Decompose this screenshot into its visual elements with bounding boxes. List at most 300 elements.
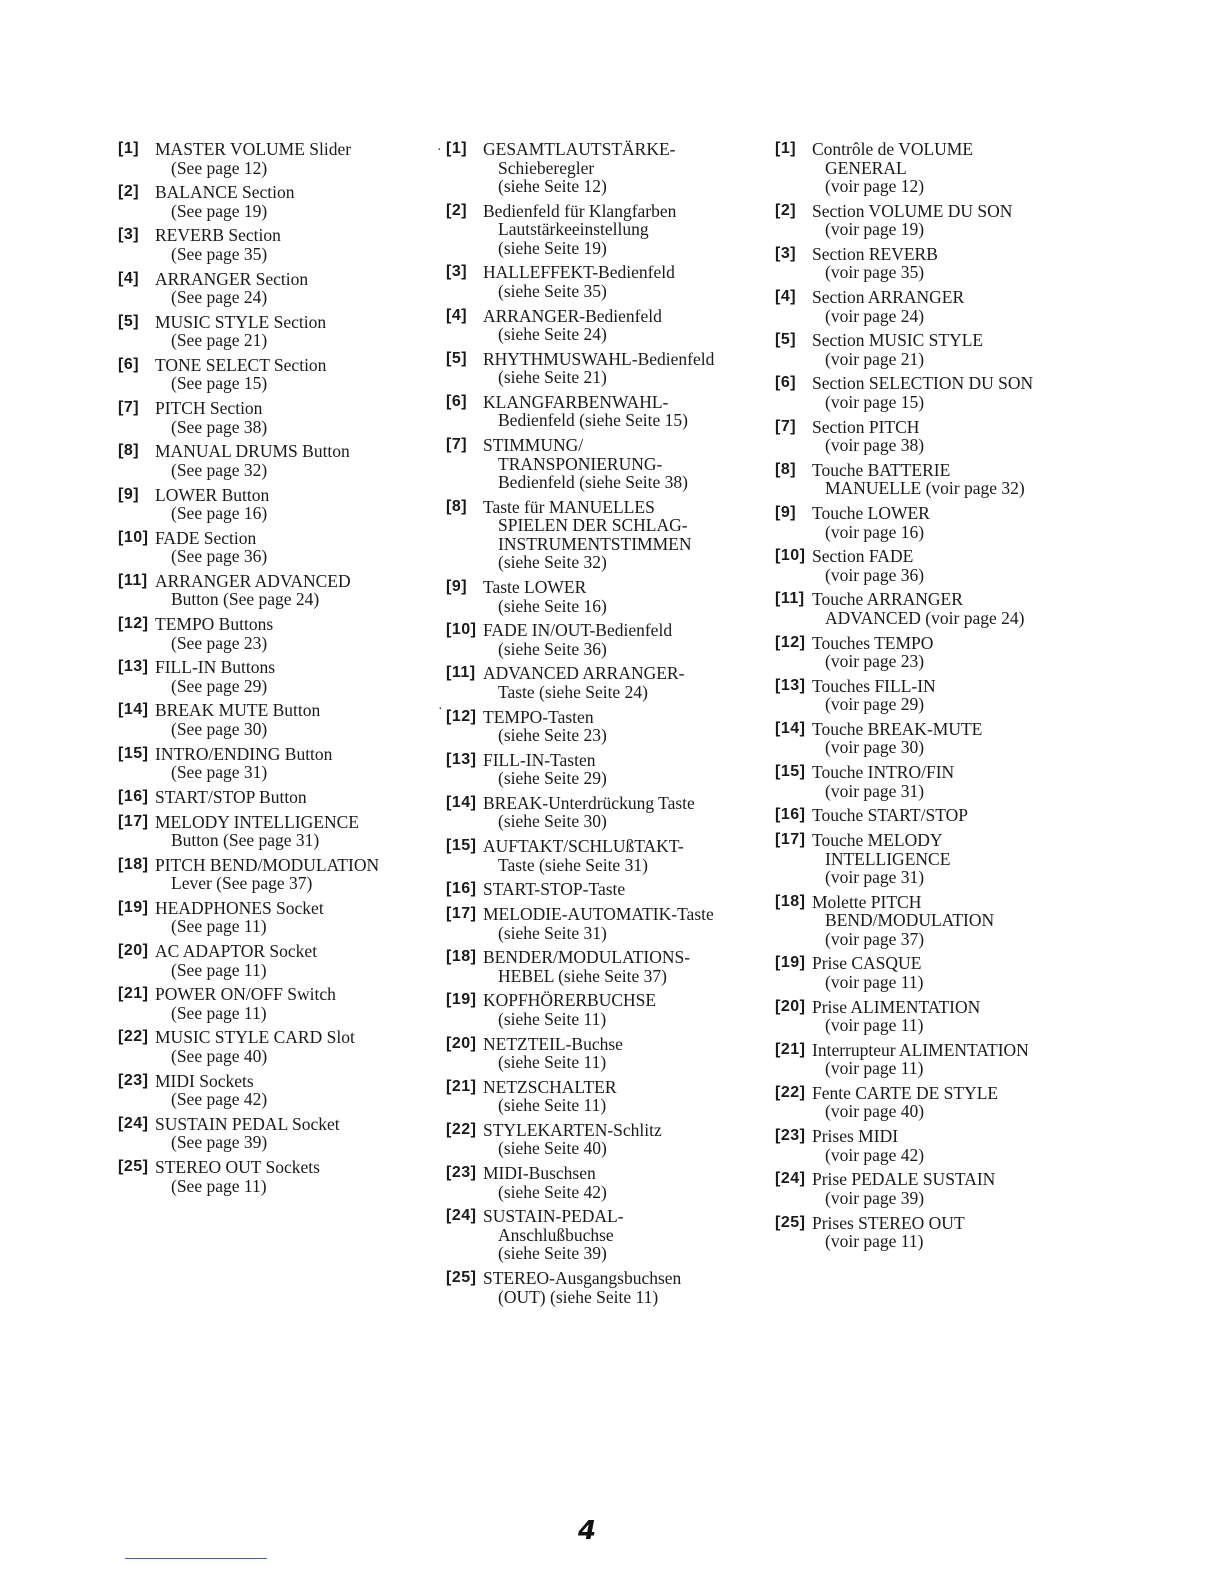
list-item (775, 547, 1075, 584)
item-detail: (See page 21) (171, 330, 268, 351)
item-detail: (siehe Seite 19) (498, 237, 607, 258)
item-label: INTRO/ENDING Button (155, 743, 333, 764)
list-item (118, 1158, 418, 1195)
item-detail: (voir page 30) (825, 737, 925, 758)
item-label: BALANCE Section (155, 182, 295, 203)
item-detail: (See page 36) (171, 546, 268, 567)
item-number: [15] (118, 744, 149, 762)
item-number: [2] (446, 201, 468, 219)
list-item (775, 288, 1075, 325)
item-detail: ADVANCED (voir page 24) (825, 607, 1025, 628)
list-item (446, 498, 746, 572)
list-item (775, 331, 1075, 368)
list-item (446, 1035, 746, 1072)
list-item (446, 991, 746, 1028)
item-number: [16] (446, 880, 477, 898)
item-number: [13] (446, 750, 477, 768)
item-number: [20] (118, 942, 149, 960)
english-column (118, 140, 418, 1201)
item-label: FILL-IN-Tasten (483, 749, 596, 770)
item-label: Taste LOWER (483, 577, 587, 597)
list-item (118, 313, 418, 350)
item-label: SUSTAIN-PEDAL- (483, 1206, 624, 1227)
item-detail: HEBEL (siehe Seite 37) (498, 965, 667, 986)
item-label: ARRANGER-Bedienfeld (483, 305, 662, 326)
item-detail: (siehe Seite 24) (498, 324, 607, 345)
french-column (775, 140, 1075, 1257)
item-label: Touche LOWER (812, 503, 930, 523)
list-item (118, 486, 418, 523)
item-label: Molette PITCH (812, 891, 922, 912)
item-number: [1] (775, 140, 797, 157)
item-detail: (See page 11) (171, 916, 267, 937)
item-number: [21] (118, 985, 149, 1003)
item-number: [10] (118, 528, 149, 546)
list-item (446, 880, 746, 899)
item-label: MANUAL DRUMS Button (155, 441, 350, 462)
item-label: HALLEFFEKT-Bedienfeld (483, 262, 675, 283)
margin-mark: · (438, 702, 443, 717)
item-detail: (siehe Seite 42) (498, 1181, 607, 1202)
item-detail: GENERAL (825, 157, 907, 178)
item-detail: Button (See page 31) (171, 830, 320, 850)
item-detail: (voir page 42) (825, 1144, 925, 1165)
item-label: Touches TEMPO (812, 632, 934, 653)
item-label: NETZTEIL-Buchse (483, 1033, 623, 1054)
item-detail: Schieberegler (498, 157, 595, 178)
item-detail: (voir page 40) (825, 1101, 925, 1122)
list-item (775, 634, 1075, 671)
item-number: [15] (775, 763, 806, 781)
item-detail: (voir page 31) (825, 780, 925, 801)
item-number: [19] (446, 991, 477, 1009)
item-label: FILL-IN Buttons (155, 657, 276, 678)
item-number: [20] (446, 1034, 477, 1052)
item-detail: Bedienfeld (siehe Seite 15) (498, 410, 689, 431)
item-detail: (See page 38) (171, 416, 268, 437)
item-detail: (voir page 15) (825, 391, 925, 412)
item-label: NETZSCHALTER (483, 1076, 617, 1097)
item-detail: (voir page 24) (825, 305, 925, 326)
item-number: [16] (118, 787, 149, 805)
item-detail: (See page 12) (171, 157, 268, 178)
item-number: [14] (775, 719, 806, 737)
item-number: [13] (775, 676, 806, 694)
item-label: START-STOP-Taste (483, 879, 626, 900)
item-label: STYLEKARTEN-Schlitz (483, 1119, 662, 1140)
item-label: Touches FILL-IN (812, 675, 936, 696)
list-item (118, 1028, 418, 1065)
item-detail: (voir page 19) (825, 219, 925, 240)
list-item (775, 831, 1075, 887)
item-number: [3] (446, 263, 468, 281)
item-label: MUSIC STYLE CARD Slot (155, 1027, 355, 1048)
item-label: HEADPHONES Socket (155, 897, 324, 918)
list-item (118, 183, 418, 220)
item-label: TONE SELECT Section (155, 354, 327, 375)
item-label: STEREO OUT Sockets (155, 1157, 320, 1177)
item-detail: Button (See page 24) (171, 589, 320, 610)
item-number: [14] (446, 793, 477, 811)
list-item (118, 1115, 418, 1152)
list-item (118, 356, 418, 393)
list-item (118, 942, 418, 979)
item-detail: Taste (siehe Seite 24) (498, 681, 648, 702)
item-detail: (siehe Seite 32) (498, 552, 607, 573)
item-label: BENDER/MODULATIONS- (483, 947, 691, 968)
list-item (446, 708, 746, 745)
item-number: [17] (775, 831, 806, 848)
item-detail: (See page 11) (171, 1175, 267, 1196)
item-label: GESAMTLAUTSTÄRKE- (483, 139, 676, 159)
item-label: MUSIC STYLE Section (155, 311, 327, 332)
list-item (118, 788, 418, 807)
item-label: LOWER Button (155, 484, 270, 505)
list-item (446, 621, 746, 658)
item-detail: (siehe Seite 11) (498, 1052, 607, 1073)
item-number: [10] (446, 621, 477, 639)
item-number: [8] (446, 497, 468, 515)
item-detail: Anschlußbuchse (498, 1224, 614, 1245)
item-detail: (siehe Seite 35) (498, 280, 607, 301)
item-detail: (See page 11) (171, 1002, 267, 1023)
item-label: Section FADE (812, 546, 914, 567)
item-number: [11] (446, 664, 476, 682)
item-detail: (OUT) (siehe Seite 11) (498, 1286, 659, 1307)
list-item (118, 745, 418, 782)
list-item (775, 1127, 1075, 1164)
item-label: TEMPO Buttons (155, 614, 274, 635)
item-number: [21] (775, 1040, 806, 1058)
list-item (446, 578, 746, 615)
item-detail: TRANSPONIERUNG- (498, 453, 663, 474)
item-number: [1] (118, 140, 140, 157)
german-column (446, 140, 746, 1312)
item-label: FADE Section (155, 527, 257, 548)
list-item (446, 307, 746, 344)
item-detail: (voir page 23) (825, 651, 925, 672)
item-detail: (siehe Seite 39) (498, 1243, 607, 1264)
item-detail: (siehe Seite 21) (498, 367, 607, 388)
item-detail: (siehe Seite 31) (498, 922, 607, 943)
item-number: [23] (118, 1071, 149, 1089)
list-item (446, 263, 746, 300)
item-number: [18] (446, 948, 477, 966)
list-item (446, 794, 746, 831)
item-number: [19] (775, 954, 806, 972)
item-label: AC ADAPTOR Socket (155, 941, 318, 962)
item-number: [23] (775, 1127, 806, 1145)
item-detail: (See page 40) (171, 1045, 268, 1066)
item-label: AUFTAKT/SCHLUßTAKT- (483, 836, 684, 857)
item-detail: (voir page 11) (825, 1015, 924, 1036)
footer-rule (125, 1558, 267, 1559)
item-label: Touche BATTERIE (812, 459, 951, 480)
list-item (118, 615, 418, 652)
item-detail: (See page 24) (171, 287, 268, 308)
item-number: [2] (118, 183, 140, 201)
item-number: [23] (446, 1164, 477, 1182)
item-number: [7] (118, 399, 140, 417)
item-detail: BEND/MODULATION (825, 910, 995, 931)
list-item (775, 140, 1075, 196)
list-item (775, 998, 1075, 1035)
item-number: [12] (118, 615, 149, 633)
item-label: STIMMUNG/ (483, 435, 584, 456)
item-detail: SPIELEN DER SCHLAG- (498, 515, 688, 536)
item-number: [7] (446, 436, 468, 454)
list-item (446, 436, 746, 492)
item-detail: (siehe Seite 23) (498, 725, 607, 746)
list-item (446, 905, 746, 942)
list-item (775, 202, 1075, 239)
item-number: [16] (775, 806, 806, 824)
item-detail: (voir page 11) (825, 1231, 924, 1251)
list-item (118, 1072, 418, 1109)
item-number: [25] (118, 1158, 149, 1175)
list-item (775, 461, 1075, 498)
list-item (118, 658, 418, 695)
list-item (446, 1121, 746, 1158)
item-detail: INTELLIGENCE (825, 848, 951, 869)
item-label: Taste für MANUELLES (483, 496, 655, 517)
item-detail: (voir page 12) (825, 176, 925, 196)
item-detail: INSTRUMENTSTIMMEN (498, 533, 692, 554)
item-number: [9] (775, 504, 797, 521)
item-detail: (See page 42) (171, 1089, 268, 1110)
list-item (775, 1214, 1075, 1251)
item-detail: (See page 39) (171, 1132, 268, 1153)
list-item (775, 763, 1075, 800)
item-number: [24] (775, 1170, 806, 1188)
item-label: Touche BREAK-MUTE (812, 718, 983, 739)
item-detail: (voir page 38) (825, 435, 925, 456)
item-label: Prises MIDI (812, 1126, 899, 1147)
list-item (775, 245, 1075, 282)
item-number: [19] (118, 898, 149, 916)
item-detail: (See page 29) (171, 675, 268, 696)
item-label: MASTER VOLUME Slider (155, 139, 352, 159)
item-label: BREAK-Unterdrückung Taste (483, 792, 695, 813)
item-number: [4] (446, 306, 468, 324)
item-label: Prises STEREO OUT (812, 1212, 965, 1233)
item-number: [11] (118, 571, 148, 589)
item-label: Interrupteur ALIMENTATION (812, 1039, 1029, 1060)
list-item (118, 399, 418, 436)
list-item (118, 140, 418, 177)
item-number: [8] (775, 460, 797, 478)
list-item (775, 1084, 1075, 1121)
item-number: [2] (775, 201, 797, 219)
list-item (118, 270, 418, 307)
item-label: ADVANCED ARRANGER- (483, 663, 685, 684)
item-number: [18] (118, 855, 149, 873)
item-detail: (voir page 29) (825, 694, 925, 715)
item-label: Touche ARRANGER (812, 589, 963, 610)
item-label: SUSTAIN PEDAL Socket (155, 1113, 340, 1134)
list-item (446, 202, 746, 258)
item-label: Section MUSIC STYLE (812, 330, 984, 351)
list-item (775, 1041, 1075, 1078)
item-label: STEREO-Ausgangsbuchsen (483, 1268, 682, 1288)
item-number: [6] (775, 374, 797, 392)
list-item (775, 418, 1075, 455)
item-number: [12] (775, 633, 806, 651)
item-label: Touche START/STOP (812, 805, 968, 826)
item-number: [7] (775, 417, 797, 435)
list-item (118, 856, 418, 893)
item-label: ARRANGER Section (155, 268, 309, 289)
item-number: [5] (118, 312, 140, 330)
item-label: Section VOLUME DU SON (812, 200, 1013, 221)
list-item (118, 529, 418, 566)
item-number: [25] (775, 1213, 806, 1231)
item-detail: (See page 31) (171, 762, 268, 783)
item-detail: (See page 30) (171, 718, 268, 739)
item-detail: (siehe Seite 11) (498, 1095, 607, 1116)
item-detail: (See page 11) (171, 959, 267, 980)
item-label: POWER ON/OFF Switch (155, 984, 336, 1005)
list-item (446, 1269, 746, 1306)
item-number: [3] (118, 226, 140, 244)
item-label: MIDI Sockets (155, 1070, 254, 1091)
list-item (446, 393, 746, 430)
item-detail: Taste (siehe Seite 31) (498, 854, 648, 875)
item-label: PITCH Section (155, 398, 263, 419)
item-number: [9] (118, 485, 140, 503)
item-label: MELODY INTELLIGENCE (155, 811, 359, 832)
item-label: Section PITCH (812, 416, 920, 437)
item-number: [6] (446, 392, 468, 410)
item-detail: (voir page 21) (825, 348, 925, 369)
item-detail: (siehe Seite 11) (498, 1008, 607, 1029)
item-detail: (voir page 31) (825, 867, 925, 887)
item-number: [6] (118, 355, 140, 373)
item-number: [10] (775, 547, 806, 565)
item-number: [24] (118, 1114, 149, 1132)
margin-mark: · (437, 143, 442, 158)
item-label: Section SELECTION DU SON (812, 373, 1034, 394)
item-number: [14] (118, 701, 149, 719)
item-detail: (See page 32) (171, 459, 268, 480)
item-label: Section ARRANGER (812, 287, 965, 308)
item-label: ARRANGER ADVANCED (155, 570, 351, 591)
list-item (118, 813, 418, 850)
list-item (775, 374, 1075, 411)
item-detail: Lever (See page 37) (171, 873, 313, 894)
item-detail: (voir page 11) (825, 971, 924, 992)
item-number: [25] (446, 1269, 477, 1286)
item-detail: MANUELLE (voir page 32) (825, 478, 1025, 499)
item-detail: (See page 15) (171, 373, 268, 394)
item-detail: (siehe Seite 40) (498, 1138, 607, 1159)
item-number: [12] (446, 707, 477, 725)
item-number: [22] (118, 1028, 149, 1046)
item-detail: (siehe Seite 36) (498, 638, 607, 659)
item-label: Touche MELODY (812, 830, 943, 850)
list-item (118, 226, 418, 263)
item-number: [8] (118, 442, 140, 460)
item-label: KLANGFARBENWAHL- (483, 391, 669, 412)
item-number: [17] (446, 905, 477, 922)
item-number: [24] (446, 1207, 477, 1225)
item-label: START/STOP Button (155, 786, 307, 807)
item-label: MIDI-Buschsen (483, 1163, 596, 1184)
list-item (118, 572, 418, 609)
item-number: [13] (118, 658, 149, 676)
list-item (775, 590, 1075, 627)
item-detail: Bedienfeld (siehe Seite 38) (498, 472, 689, 493)
list-item (446, 837, 746, 874)
item-detail: (voir page 37) (825, 928, 925, 949)
item-number: [22] (775, 1083, 806, 1101)
item-number: [17] (118, 812, 149, 830)
item-detail: (siehe Seite 12) (498, 176, 607, 196)
item-label: Contrôle de VOLUME (812, 139, 974, 159)
item-label: MELODIE-AUTOMATIK-Taste (483, 904, 714, 924)
item-label: Prise ALIMENTATION (812, 996, 981, 1017)
item-label: REVERB Section (155, 225, 281, 246)
list-item (446, 664, 746, 701)
item-detail: (siehe Seite 16) (498, 595, 607, 616)
list-item (446, 1164, 746, 1201)
item-number: [5] (446, 349, 468, 367)
list-item (118, 899, 418, 936)
list-item (775, 806, 1075, 825)
item-number: [22] (446, 1120, 477, 1138)
item-label: PITCH BEND/MODULATION (155, 854, 380, 875)
item-detail: (siehe Seite 29) (498, 768, 607, 789)
list-item (775, 954, 1075, 991)
item-number: [11] (775, 590, 805, 608)
list-item (446, 1078, 746, 1115)
item-number: [4] (775, 288, 797, 306)
list-item (775, 504, 1075, 541)
item-label: Touche INTRO/FIN (812, 762, 955, 783)
item-label: TEMPO-Tasten (483, 706, 594, 727)
item-number: [15] (446, 837, 477, 855)
list-item (446, 1207, 746, 1263)
item-number: [9] (446, 578, 468, 595)
list-item (446, 948, 746, 985)
list-item (118, 985, 418, 1022)
list-item (446, 140, 746, 196)
item-label: Prise PEDALE SUSTAIN (812, 1169, 996, 1190)
item-detail: (See page 19) (171, 200, 268, 221)
item-detail: (siehe Seite 30) (498, 811, 607, 832)
list-item (446, 350, 746, 387)
item-number: [4] (118, 269, 140, 287)
list-item (775, 720, 1075, 757)
item-detail: (See page 16) (171, 503, 268, 523)
item-label: RHYTHMUSWAHL-Bedienfeld (483, 348, 715, 369)
item-number: [18] (775, 892, 806, 910)
item-label: KOPFHÖRERBUCHSE (483, 990, 657, 1011)
list-item (775, 677, 1075, 714)
item-number: [21] (446, 1077, 477, 1095)
item-number: [5] (775, 331, 797, 349)
list-item (446, 751, 746, 788)
item-label: Prise CASQUE (812, 953, 922, 974)
item-label: FADE IN/OUT-Bedienfeld (483, 620, 673, 641)
list-item (775, 893, 1075, 949)
item-detail: (See page 35) (171, 243, 268, 264)
list-item (775, 1170, 1075, 1207)
item-number: [1] (446, 140, 468, 157)
item-detail: (See page 23) (171, 632, 268, 653)
item-detail: (voir page 16) (825, 521, 925, 542)
item-detail: (voir page 11) (825, 1058, 924, 1079)
